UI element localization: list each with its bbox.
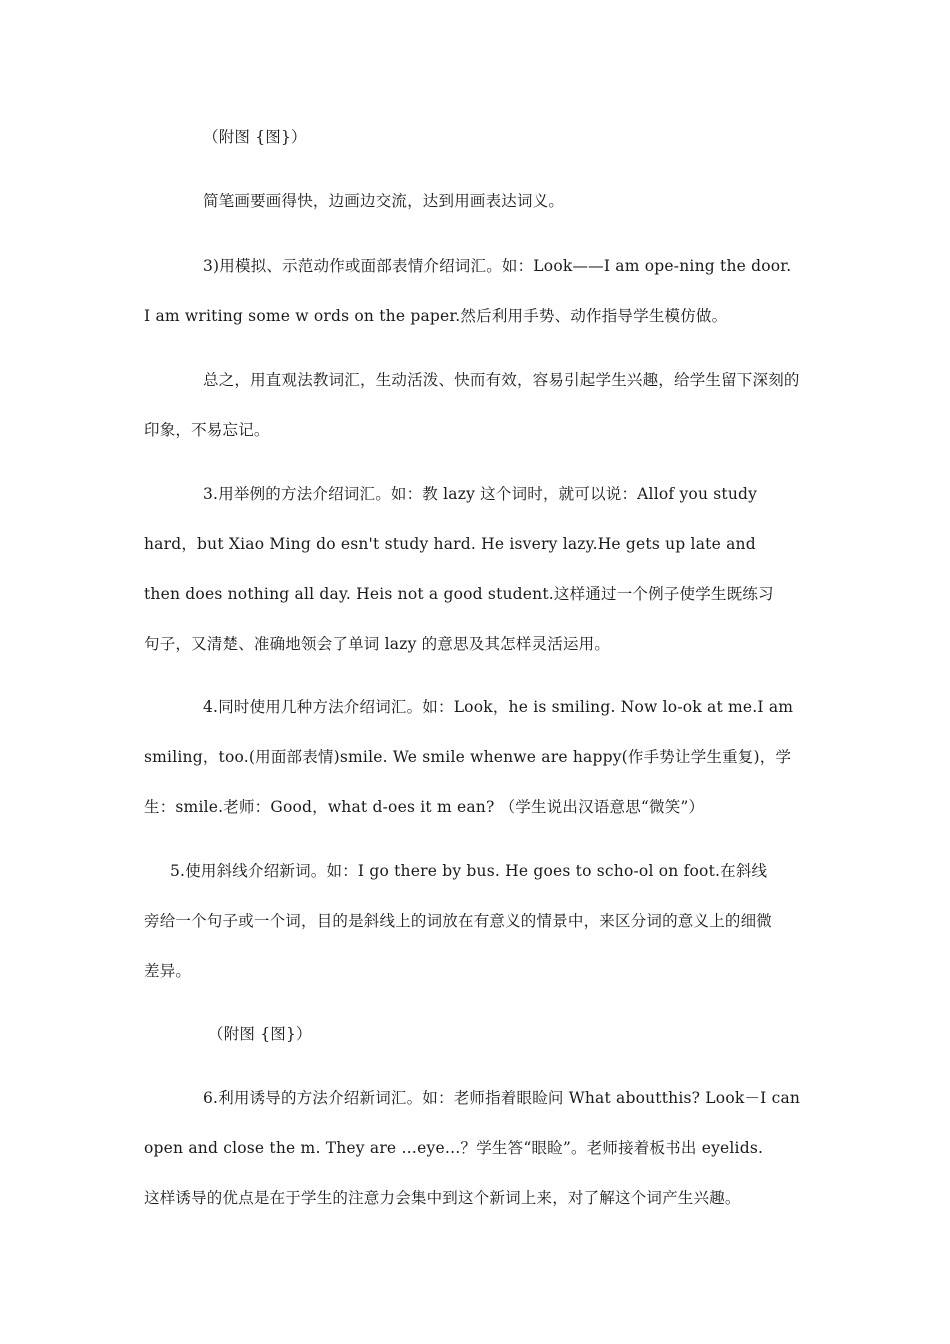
paragraph-line: 4.同时使用几种方法介绍词汇。如：Look，he is smiling. Now lo-ok at me.I am xyxy=(203,698,794,716)
figure-placeholder-2: （附图 {图}） xyxy=(208,1025,312,1043)
paragraph-line: 6.利用诱导的方法介绍新词汇。如：老师指着眼睑问 What aboutthis? Look－I can xyxy=(203,1089,801,1107)
paragraph-line: open and close the m. They are …eye…？学生答“眼睑”。老师接着板书出 eyelids. xyxy=(144,1139,764,1157)
paragraph-line: smiling，too.(用面部表情)smile. We smile whenwe are happy(作手势让学生重复)，学 xyxy=(144,748,792,766)
paragraph-line: 简笔画要画得快，边画边交流，达到用画表达词义。 xyxy=(203,192,565,210)
paragraph-line: 这样诱导的优点是在于学生的注意力会集中到这个新词上来，对了解这个词产生兴趣。 xyxy=(144,1189,741,1207)
paragraph-line: 5.使用斜线介绍新词。如：I go there by bus. He goes to scho-ol on foot.在斜线 xyxy=(170,862,768,880)
paragraph-line: 句子，又清楚、准确地领会了单词 lazy 的意思及其怎样灵活运用。 xyxy=(144,635,611,653)
paragraph-line: 印象，不易忘记。 xyxy=(144,421,270,439)
paragraph-line: 旁给一个句子或一个词，目的是斜线上的词放在有意义的情景中，来区分词的意义上的细微 xyxy=(144,912,773,930)
paragraph-line: 差异。 xyxy=(144,962,192,980)
figure-placeholder-1: （附图 {图}） xyxy=(203,128,307,146)
paragraph-line: 3.用举例的方法介绍词汇。如：教 lazy 这个词时，就可以说：Allof you study xyxy=(203,485,758,503)
paragraph-line: I am writing some w ords on the paper.然后利用手势、动作指导学生模仿做。 xyxy=(144,307,728,325)
paragraph-line: hard，but Xiao Ming do esn't study hard. He isvery lazy.He gets up late and xyxy=(144,535,756,553)
paragraph-line: then does nothing all day. Heis not a good student.这样通过一个例子使学生既练习 xyxy=(144,585,774,603)
paragraph-line: 总之，用直观法教词汇，生动活泼、快而有效，容易引起学生兴趣，给学生留下深刻的 xyxy=(203,371,800,389)
paragraph-line: 生：smile.老师：Good，what d-oes it m ean? （学生说出汉语意思“微笑”） xyxy=(144,798,705,816)
paragraph-line: 3)用模拟、示范动作或面部表情介绍词汇。如：Look——I am ope-ning the door. xyxy=(203,257,792,275)
